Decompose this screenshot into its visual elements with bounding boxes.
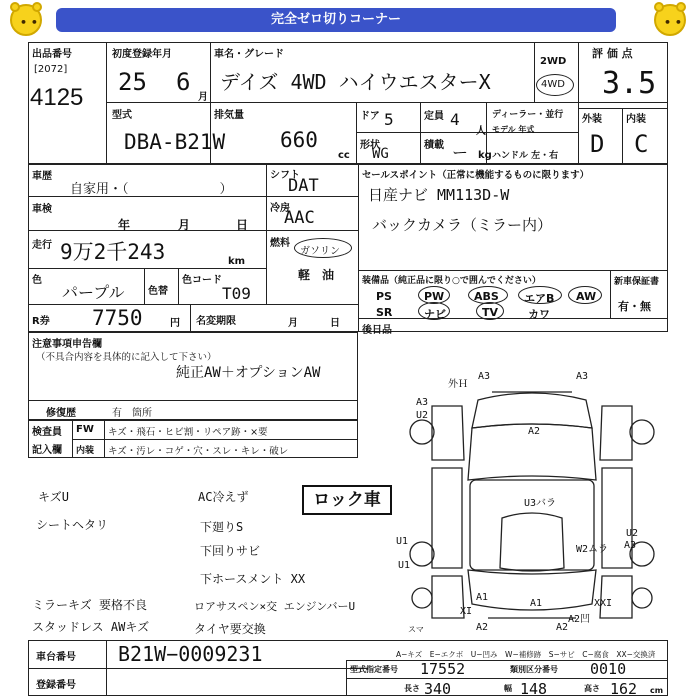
- load-value: ー: [452, 143, 469, 162]
- inspection-month-unit: 月: [178, 218, 191, 232]
- fuel-label: 燃料: [270, 238, 290, 249]
- remark-10: タイヤ要交換: [194, 622, 266, 636]
- load-unit: kg: [478, 150, 492, 161]
- recycle-value: 7750: [92, 306, 143, 330]
- repair-label: 修復歴: [46, 408, 76, 419]
- ext-label: 外装: [582, 114, 602, 125]
- diag-label-8: U1: [396, 536, 409, 547]
- mileage-label: 走行: [32, 240, 52, 251]
- load-label: 積載: [424, 140, 444, 151]
- category-value: 0010: [590, 660, 627, 678]
- fuel-gasoline: ガソリン: [300, 246, 340, 257]
- checker-fw: FW: [76, 424, 94, 435]
- mileage-value: 9万2千243: [60, 240, 166, 264]
- sales-point-line1: 日産ナビ MM113D-W: [368, 186, 510, 204]
- diag-label-9: U1: [398, 560, 411, 571]
- diag-label-17: A2凹: [568, 614, 591, 625]
- remark-2: シートヘタリ: [36, 518, 109, 532]
- warranty-value: 有・無: [618, 300, 651, 313]
- length-label: 長さ: [404, 684, 420, 693]
- first-reg-month-unit: 月: [198, 92, 208, 103]
- diag-label-15: A2: [476, 622, 489, 633]
- diag-label-5: U2: [416, 410, 429, 421]
- width-value: 148: [520, 680, 548, 698]
- remark-5: AC冷えず: [198, 490, 249, 504]
- notes-label: 注意事項申告欄: [32, 339, 102, 350]
- car-name-label: 車名・グレード: [214, 49, 284, 60]
- color-change-label: 色替: [148, 286, 168, 297]
- mascot-bear-right-icon: • •: [654, 4, 686, 36]
- meigi-label: 名変期限: [196, 316, 236, 327]
- diag-label-11: A3: [624, 540, 637, 551]
- equip-leather: カワ: [528, 308, 550, 321]
- recycle-label: R券: [32, 316, 50, 327]
- remark-1: キズU: [38, 490, 69, 504]
- shift-label: シフト: [270, 170, 300, 181]
- diag-label-16: A2: [556, 622, 569, 633]
- checker-label-2: 記入欄: [32, 445, 62, 456]
- lot-sub: [2072]: [34, 64, 68, 75]
- shift-value: DAT: [288, 176, 319, 196]
- model-cert-value: 17552: [420, 660, 466, 678]
- equip-sr: SR: [376, 306, 393, 319]
- displacement-value: 660: [280, 128, 318, 152]
- displacement-label: 排気量: [214, 110, 244, 121]
- meigi-day-unit: 日: [330, 318, 340, 329]
- doors-label: ドア: [360, 111, 380, 122]
- notes-sub: （不具合内容を具体的に記入して下さい）: [36, 352, 217, 363]
- notes-value: 純正AW＋オプションAW: [176, 365, 321, 381]
- mileage-unit: km: [228, 256, 246, 267]
- length-value: 340: [424, 680, 452, 698]
- first-reg-month: 6: [176, 68, 191, 96]
- category-label: 類別区分番号: [510, 665, 558, 674]
- checker-row2: キズ・汚レ・コゲ・穴・スレ・キレ・破レ: [108, 446, 289, 457]
- handle-label: ハンドル 左・右: [492, 151, 559, 161]
- height-label: 高さ: [584, 684, 600, 693]
- equip-aw: AW: [576, 290, 597, 303]
- meigi-month-unit: 月: [288, 318, 298, 329]
- diag-label-14: A1: [530, 598, 543, 609]
- diag-label-3: A3: [576, 371, 589, 382]
- recycle-unit: 円: [170, 318, 180, 329]
- chassis-label: 車台番号: [36, 652, 76, 663]
- diag-label-13: A1: [476, 592, 489, 603]
- dealer-label: ディーラー・並行: [492, 110, 564, 120]
- displacement-unit: cc: [338, 150, 350, 161]
- remark-9: ロアサスペン×交 エンジンバーU: [194, 600, 356, 613]
- model-cert-label: 型式指定番号: [350, 665, 398, 674]
- grade-label: 評 価 点: [592, 47, 633, 60]
- equip-pw: PW: [424, 290, 445, 303]
- diag-label-19: スマ: [408, 625, 424, 634]
- equip-abs: ABS: [474, 290, 499, 303]
- rear-items-label: 後日品: [362, 325, 392, 336]
- diag-label-18: XI: [460, 606, 473, 617]
- model-label: 型式: [112, 110, 132, 121]
- checker-row1: キズ・飛石・ヒビ割・リペア跡・×要: [108, 427, 268, 438]
- lot-number: 4125: [30, 84, 84, 111]
- diag-label-10: W2ムラ: [576, 544, 609, 555]
- aircon-value: AAC: [284, 208, 315, 228]
- sales-point-line2: バックカメラ（ミラー内）: [372, 216, 553, 234]
- remark-6: 下廻りS: [200, 520, 244, 534]
- lot-label: 出品番号: [32, 49, 72, 60]
- car-name: デイズ 4WD ハイウエスターX: [220, 70, 491, 94]
- chassis-value: B21W−0009231: [118, 642, 263, 666]
- drive-4wd: 4WD: [541, 79, 565, 90]
- reg-no-label: 登録番号: [36, 680, 76, 691]
- mascot-bear-left-icon: • •: [10, 4, 42, 36]
- diag-label-6: A2: [528, 426, 541, 437]
- inspection-year-unit: 年: [118, 218, 131, 232]
- equip-tv: TV: [482, 306, 499, 319]
- diag-label-1: 外Ｈ: [448, 379, 468, 390]
- int-label: 内装: [626, 114, 646, 125]
- capacity-unit: 人: [476, 126, 486, 137]
- equip-airbag: エアB: [524, 292, 555, 305]
- model-value: DBA-B21W: [124, 130, 226, 154]
- first-reg-label: 初度登録年月: [112, 49, 172, 60]
- remark-3: ミラーキズ 要格不良: [32, 598, 147, 612]
- int-value: C: [634, 130, 649, 158]
- inspection-label: 車検: [32, 204, 52, 215]
- diag-label-7: U3バラ: [524, 498, 557, 509]
- drive-2wd-label: 2WD: [540, 56, 567, 67]
- usage-label: 車歴: [32, 171, 52, 182]
- warranty-label: 新車保証書: [614, 277, 660, 287]
- remark-8: 下ホースメント XX: [200, 572, 306, 586]
- equip-ps: PS: [376, 290, 392, 303]
- doors-value: 5: [384, 110, 394, 129]
- remark-4: スタッドレス AWキズ: [32, 620, 150, 634]
- color-code: T09: [222, 284, 251, 303]
- inspection-day-unit: 日: [236, 218, 249, 232]
- shape-value: WG: [372, 146, 389, 162]
- grade-value: 3.5: [602, 66, 657, 101]
- equip-navi: ナビ: [424, 308, 446, 321]
- checker-label-1: 検査員: [32, 427, 62, 438]
- capacity-value: 4: [450, 110, 460, 129]
- dims-unit: cm: [650, 686, 664, 695]
- capacity-label: 定員: [424, 111, 444, 122]
- aircon-label: 冷房: [270, 203, 290, 214]
- usage-value: 自家用・（ ）: [70, 182, 233, 197]
- checker-in: 内装: [76, 446, 95, 456]
- height-value: 162: [610, 680, 638, 698]
- diag-label-4: A3: [416, 397, 429, 408]
- color-code-label: 色コード: [182, 275, 222, 286]
- color-label: 色: [32, 275, 42, 286]
- ext-value: D: [590, 130, 605, 158]
- page-title: 完全ゼロ切りコーナー: [56, 8, 616, 32]
- lock-car-stamp: ロック車: [302, 485, 392, 515]
- diag-label-20: XXI: [594, 598, 613, 609]
- fuel-diesel: 軽 油: [298, 268, 335, 282]
- diag-label-12: U2: [626, 528, 639, 539]
- remark-7: 下回りサビ: [200, 544, 261, 558]
- equipment-label: 装備品（純正品に限り○で囲んでください）: [362, 276, 541, 286]
- first-reg-year: 25: [118, 68, 147, 96]
- width-label: 幅: [504, 684, 512, 693]
- repair-value: 有 箇所: [112, 408, 152, 419]
- color-value: パープル: [62, 283, 125, 302]
- damage-legend: A−キズ E−エクボ U−凹み W−補修跡 S−サビ C−腐食 XX−交換済: [396, 650, 656, 659]
- diag-label-2: A3: [478, 371, 491, 382]
- sales-point-label: セールスポイント（正常に機能するものに限ります）: [362, 170, 590, 181]
- model-year-label: モデル 年式: [492, 125, 535, 134]
- shape-label: 形状: [360, 140, 380, 151]
